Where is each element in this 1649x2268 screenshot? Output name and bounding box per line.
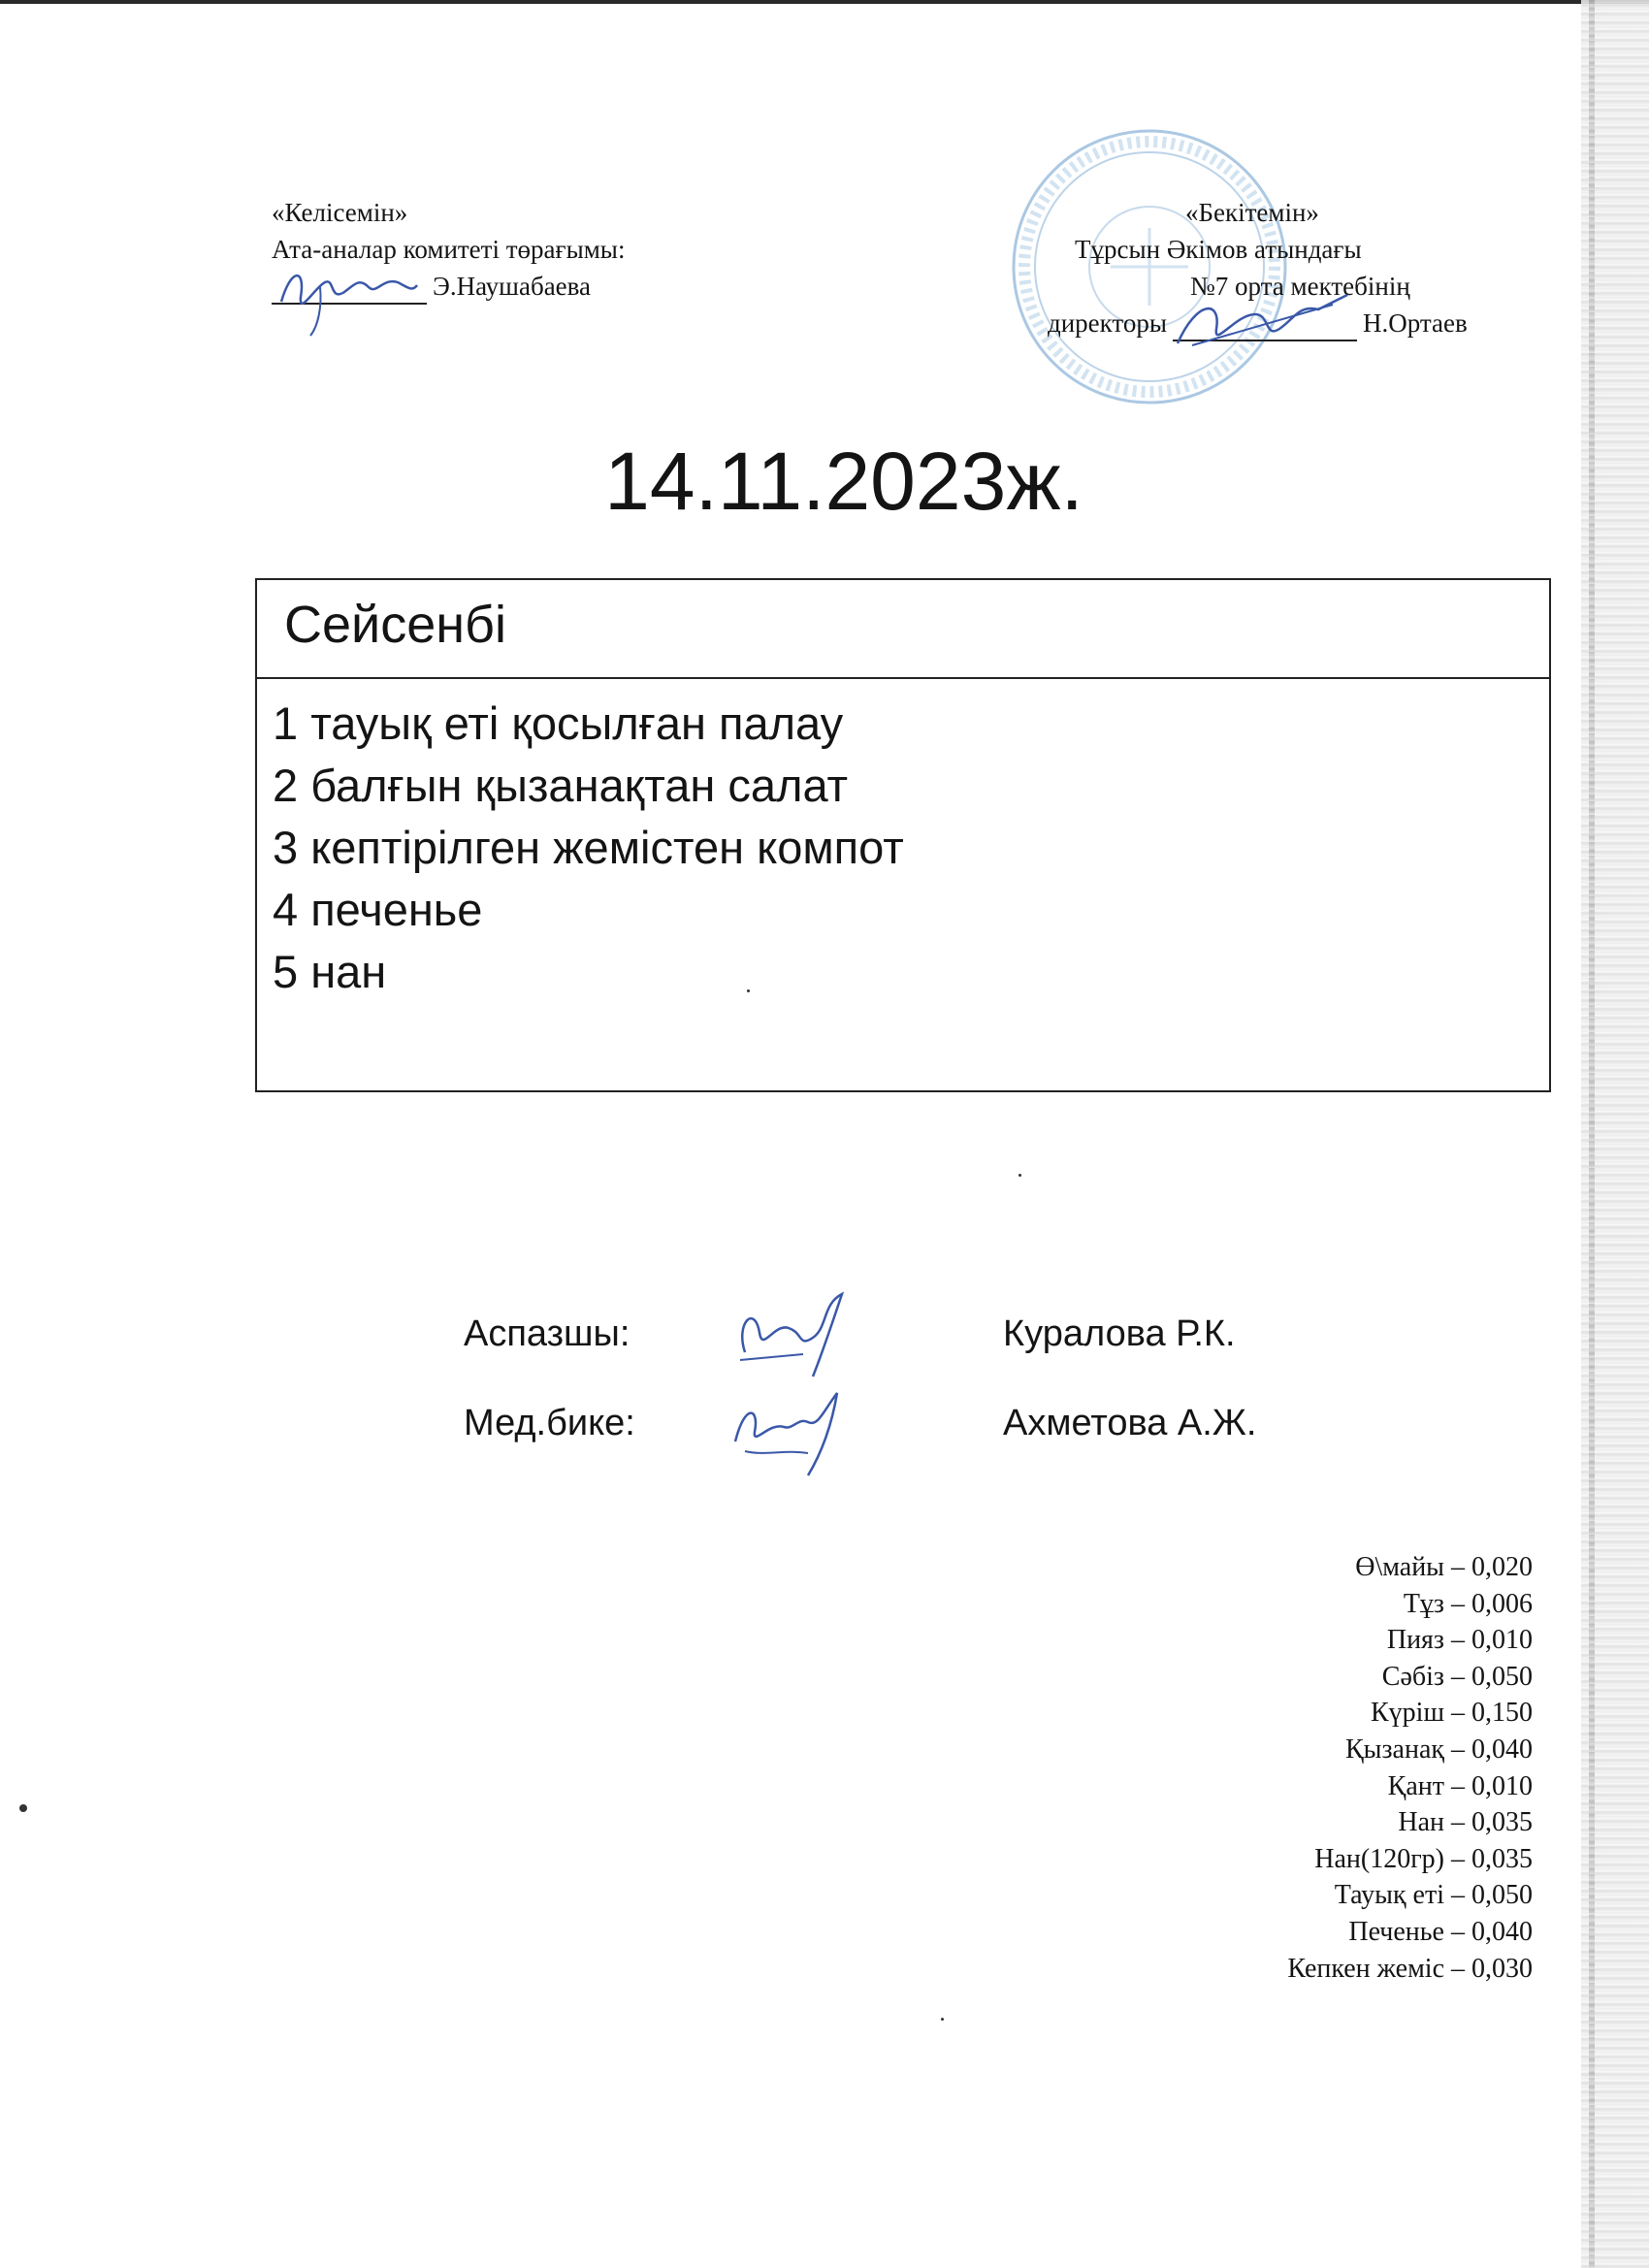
approved-signature bbox=[1163, 285, 1357, 363]
approved-block bbox=[1048, 194, 1542, 341]
ingredient-item: Нан(120гр) – 0,035 bbox=[1314, 1843, 1533, 1874]
menu-date: 14.11.2023ж. bbox=[604, 436, 1083, 527]
approved-line2: №7 орта мектебінің bbox=[1190, 272, 1410, 301]
menu-item: 2 балғын қызанақтан салат bbox=[273, 760, 849, 811]
scan-right-edge bbox=[1581, 0, 1649, 2268]
scan-speck bbox=[1018, 1174, 1021, 1177]
approved-heading: «Бекітемін» bbox=[1185, 198, 1319, 227]
approved-name: Н.Ортаев bbox=[1363, 308, 1468, 338]
ingredient-item: Печенье – 0,040 bbox=[1348, 1916, 1533, 1947]
staff-role: Аспазшы: bbox=[464, 1313, 630, 1354]
cook-signature bbox=[716, 1284, 861, 1381]
ingredient-item: Нан – 0,035 bbox=[1398, 1807, 1533, 1838]
agreed-name: Э.Наушабаева bbox=[433, 272, 592, 301]
staff-name: Ахметова А.Ж. bbox=[1003, 1403, 1257, 1443]
ingredient-item: Қант – 0,010 bbox=[1387, 1770, 1533, 1801]
staff-signatures bbox=[464, 1296, 1337, 1474]
ingredient-item: Тауық еті – 0,050 bbox=[1334, 1880, 1533, 1911]
approved-signature-line bbox=[1173, 314, 1357, 341]
ingredient-item: Пияз – 0,010 bbox=[1386, 1625, 1533, 1656]
agreed-heading: «Келісемін» bbox=[272, 198, 408, 227]
approved-line1: Тұрсын Әкімов атындағы bbox=[1075, 235, 1362, 264]
agreed-block bbox=[272, 194, 625, 305]
menu-item: 4 печенье bbox=[273, 884, 483, 935]
ingredient-item: Тұз – 0,006 bbox=[1403, 1588, 1533, 1619]
ingredient-list bbox=[1287, 1549, 1533, 1987]
agreed-role: Ата-аналар комитеті төрағымы: bbox=[272, 235, 626, 264]
scan-speck bbox=[941, 2018, 944, 2021]
agreed-signature-line bbox=[272, 277, 427, 305]
staff-row-cook bbox=[464, 1296, 1337, 1385]
menu-item: 1 тауық еті қосылған палау bbox=[273, 697, 844, 749]
scan-top-edge bbox=[0, 0, 1649, 4]
scan-speck bbox=[747, 989, 750, 992]
menu-day: Сейсенбі bbox=[257, 580, 1549, 679]
approved-role: директоры bbox=[1048, 308, 1168, 338]
staff-name: Куралова Р.К. bbox=[1003, 1313, 1236, 1354]
menu-items bbox=[257, 679, 1549, 1003]
agreed-signature bbox=[262, 248, 427, 326]
staff-row-nurse bbox=[464, 1385, 1337, 1474]
ingredient-item: Кепкен жеміс – 0,030 bbox=[1287, 1953, 1533, 1984]
ingredient-item: Ө\майы – 0,020 bbox=[1355, 1552, 1533, 1582]
staff-role: Мед.бике: bbox=[464, 1403, 635, 1443]
menu-item: 5 нан bbox=[273, 946, 387, 997]
ingredient-item: Күріш – 0,150 bbox=[1370, 1698, 1533, 1729]
menu-item: 3 кептірілген жемістен компот bbox=[273, 822, 904, 873]
ingredient-item: Қызанақ – 0,040 bbox=[1345, 1733, 1533, 1765]
nurse-signature bbox=[716, 1374, 861, 1480]
ingredient-item: Сәбіз – 0,050 bbox=[1381, 1661, 1533, 1692]
menu-table bbox=[255, 578, 1551, 1092]
scan-speck bbox=[19, 1804, 27, 1812]
